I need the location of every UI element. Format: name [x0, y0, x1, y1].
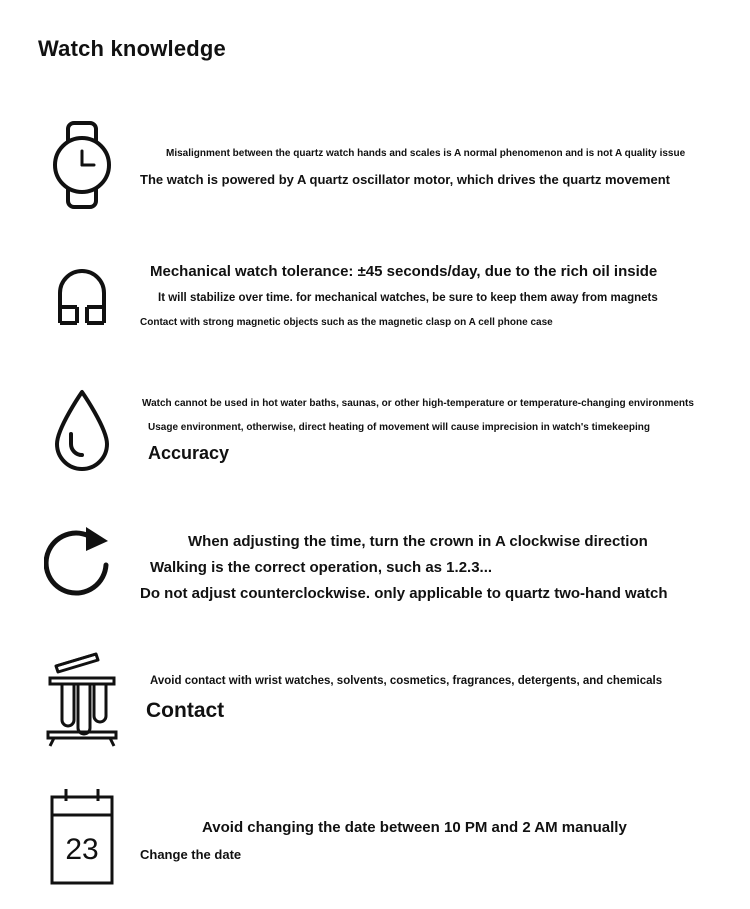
date-text-block [140, 816, 740, 865]
test-tube-rack-icon [36, 640, 128, 755]
magnet-icon [36, 246, 128, 346]
clockwise-arrow-icon [36, 510, 128, 620]
magnet-line-1: Mechanical watch tolerance: ±45 seconds/day, due to the rich oil inside [150, 263, 658, 280]
quartz-line-2: The watch is powered by A quartz oscillator motor, which drives the quartz movement [140, 172, 670, 187]
chemicals-text-block [140, 672, 740, 724]
magnet-line-3: Contact with strong magnetic objects such as the magnetic clasp on A cell phone case [140, 317, 553, 328]
crown-line-1: When adjusting the time, turn the crown in A clockwise direction [188, 533, 648, 550]
quartz-line-1: Misalignment between the quartz watch hands and scales is A normal phenomenon and is not A quality issue [166, 148, 686, 159]
magnet-line-2: It will stabilize over time. for mechanical watches, be sure to keep them away from magnets [158, 292, 658, 304]
crown-text-block [140, 530, 740, 605]
date-line-2: Change the date [140, 847, 242, 862]
calendar-icon [36, 780, 128, 895]
water-line-1: Watch cannot be used in hot water baths, saunas, or other high-temperature or temperature-changing environments [142, 398, 694, 409]
water-line-3: Accuracy [148, 443, 230, 463]
quartz-text-block [140, 146, 740, 190]
calendar-day-number: 23 [65, 832, 99, 866]
water-text-block [140, 396, 740, 466]
water-line-2: Usage environment, otherwise, direct heating of movement will cause imprecision in watch's timekeeping [148, 422, 650, 433]
date-line-1: Avoid changing the date between 10 PM and 2 AM manually [202, 819, 627, 836]
section-chemicals [0, 640, 750, 755]
crown-line-3: Do not adjust counterclockwise. only applicable to quartz two-hand watch [140, 585, 668, 602]
crown-line-2: Walking is the correct operation, such as 1.2.3... [150, 559, 493, 576]
section-crown [0, 510, 750, 620]
page-title: Watch knowledge [38, 36, 226, 61]
section-magnet [0, 246, 750, 346]
chemicals-line-2: Contact [146, 699, 225, 722]
watch-icon [36, 110, 128, 220]
chemicals-line-1: Avoid contact with wrist watches, solvents, cosmetics, fragrances, detergents, and chemicals [150, 675, 663, 687]
water-drop-icon [36, 378, 128, 483]
magnet-text-block [140, 260, 740, 331]
section-water [0, 378, 750, 483]
section-date [0, 780, 750, 895]
section-quartz [0, 110, 750, 220]
